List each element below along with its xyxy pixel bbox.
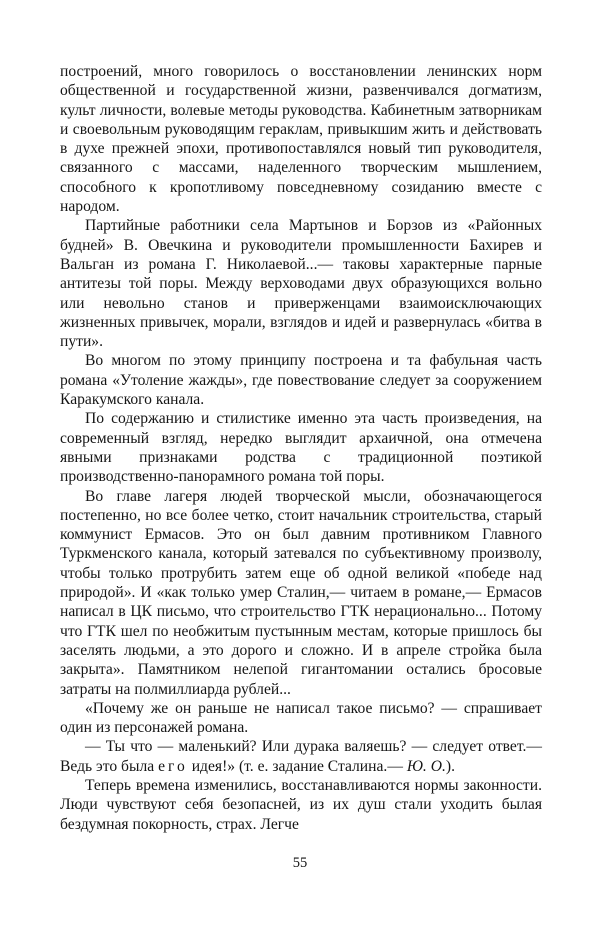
paragraph-1: построений, много говорилось о восстановлении ленинских норм общественной и государственной жизни, развенчивался догматизм, культ личности, волевые методы руководства. Кабинетным затворникам и своевольным руководящим гераклам, привыкшим жить и действовать в духе прежней эпохи, противопоставлялся новый тип руководителя, связанного с массами, наделенного творческим мышлением, способного к кропотливому повседневному созиданию вместе с народом. <box>60 63 542 216</box>
paragraph-7-part-2: идея!» (т. е. задание Сталина.— <box>187 757 407 775</box>
paragraph-7-part-1: — Ты что — маленький? Или дурака валяешь? — следует ответ.— Ведь это была <box>60 738 542 775</box>
paragraph-7-part-3: ). <box>445 757 455 775</box>
paragraph-5: Во главе лагеря людей творческой мысли, обозначающегося постепенно, но все более четко, стоит начальник строительства, старый коммунист Ермасов. Это он был давним противником Главного Туркменского канала, который затевался по субъективному произволу, чтобы только протрубить затем еще об одной великой «победе над природой». И «как только умер Сталин,— читаем в романе,— Ермасов написал в ЦК письмо, что строительство ГТК нерационально... Потому что ГТК шел по необжитым пустынным местам, которые пришлось бы заселять людьми, а это дорого и сложно. И в апреле стройка была закрыта». Памятником нелепой гигантомании остались бросовые затраты на полмиллиарда рублей... <box>60 487 542 698</box>
paragraph-2: Партийные работники села Мартынов и Борзов из «Районных будней» В. Овечкина и руководители промышленности Бахирев и Вальган из романа Г. Николаевой...— таковы характерные парные антитезы той поры. Между верховодами двух образующихся вольно или невольно станов и приверженцами взаимоисключающих жизненных привычек, морали, взглядов и идей и развернулась «битва в пути». <box>60 217 542 351</box>
paragraph-3: Во многом по этому принципу построена и та фабульная часть романа «Утоление жажды», где повествование следует за сооружением Каракумского канала. <box>60 352 542 409</box>
paragraph-6: «Почему же он раньше не написал такое письмо? — спрашивает один из персонажей романа. <box>60 699 542 737</box>
page-number: 55 <box>292 855 308 871</box>
page-text-body <box>60 62 542 834</box>
paragraph-7 <box>60 737 542 776</box>
paragraph-8: Теперь времена изменились, восстанавливаются нормы законности. Люди чувствуют себя безопасней, из их душ стали уходить былая бездумная покорность, страх. Легче <box>60 776 542 833</box>
emphasized-word: его <box>158 757 188 775</box>
author-initials: Ю. О. <box>406 757 446 775</box>
paragraph-4: По содержанию и стилистике именно эта часть произведения, на современный взгляд, нередко выглядит архаичной, она отмечена явными признаками родства с традиционной поэтикой производственно-панорамного романа той поры. <box>60 410 542 486</box>
